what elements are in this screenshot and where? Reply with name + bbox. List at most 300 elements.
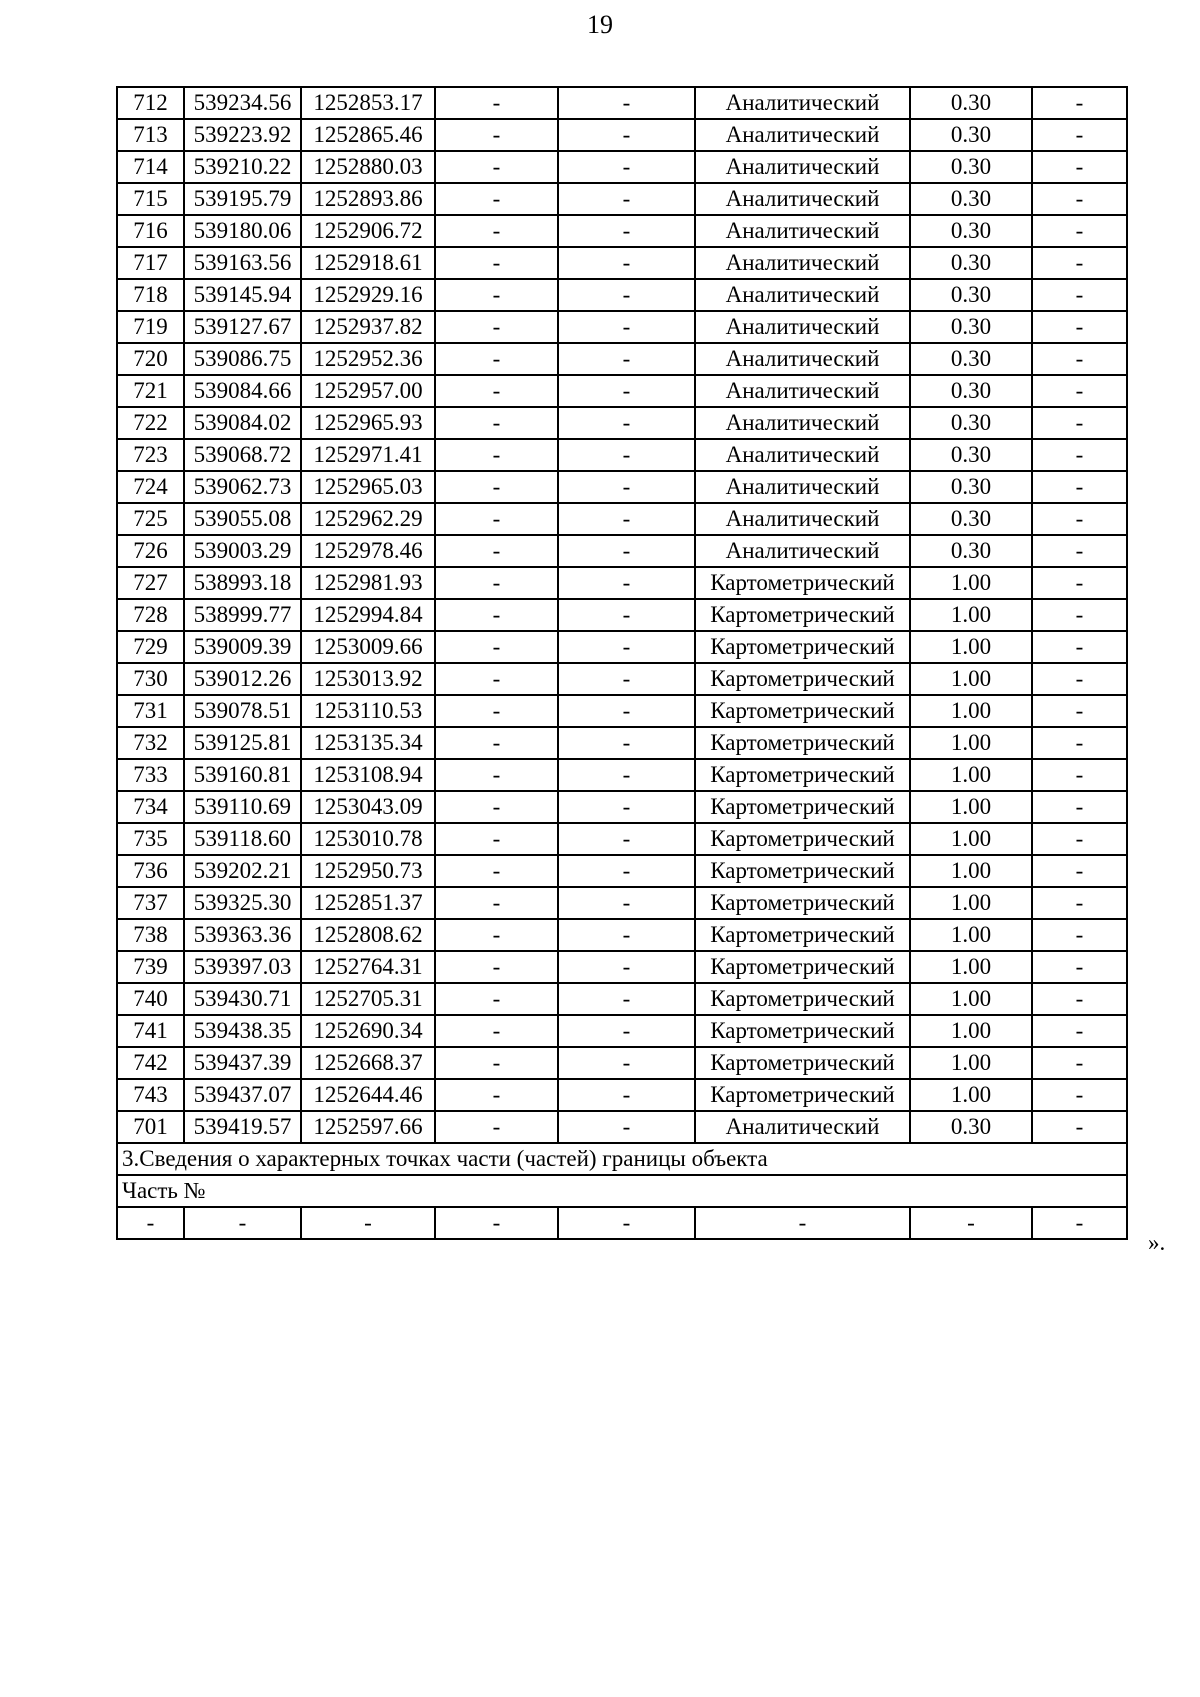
old-y-cell: -	[558, 919, 695, 951]
x-coordinate-cell: 539195.79	[184, 183, 301, 215]
point-number-cell: 740	[117, 983, 184, 1015]
description-cell: -	[1032, 1079, 1127, 1111]
page-number: 19	[587, 10, 613, 39]
accuracy-cell: 1.00	[910, 663, 1032, 695]
accuracy-cell: 0.30	[910, 215, 1032, 247]
old-x-cell: -	[435, 1047, 558, 1079]
accuracy-cell: 0.30	[910, 343, 1032, 375]
x-coordinate-cell: 539438.35	[184, 1015, 301, 1047]
table-row	[117, 503, 1127, 535]
method-cell: Картометрический	[695, 599, 910, 631]
method-cell: Аналитический	[695, 503, 910, 535]
method-cell: Аналитический	[695, 87, 910, 119]
x-coordinate-cell: 539062.73	[184, 471, 301, 503]
old-y-cell: -	[558, 503, 695, 535]
table-row	[117, 439, 1127, 471]
method-cell: Картометрический	[695, 631, 910, 663]
old-x-cell: -	[435, 439, 558, 471]
old-x-cell: -	[435, 215, 558, 247]
point-number-cell: 717	[117, 247, 184, 279]
y-coordinate-cell: 1252880.03	[301, 151, 435, 183]
old-x-cell: -	[435, 1015, 558, 1047]
y-coordinate-cell: 1252808.62	[301, 919, 435, 951]
y-coordinate-cell: 1252853.17	[301, 87, 435, 119]
point-number-cell: 715	[117, 183, 184, 215]
description-cell: -	[1032, 983, 1127, 1015]
old-y-cell: -	[558, 439, 695, 471]
old-y-cell: -	[558, 183, 695, 215]
y-coordinate-cell: 1252950.73	[301, 855, 435, 887]
x-coordinate-cell: 539437.39	[184, 1047, 301, 1079]
table-row	[117, 695, 1127, 727]
y-coordinate-cell: 1253013.92	[301, 663, 435, 695]
y-coordinate-cell: 1252705.31	[301, 983, 435, 1015]
y-coordinate-cell: 1252851.37	[301, 887, 435, 919]
accuracy-cell: 1.00	[910, 919, 1032, 951]
accuracy-cell: 0.30	[910, 279, 1032, 311]
point-number-cell: -	[117, 1207, 184, 1239]
y-coordinate-cell: 1252668.37	[301, 1047, 435, 1079]
point-number-cell: 743	[117, 1079, 184, 1111]
method-cell: Картометрический	[695, 695, 910, 727]
table-row	[117, 663, 1127, 695]
accuracy-cell: 1.00	[910, 567, 1032, 599]
table-row	[117, 1015, 1127, 1047]
old-x-cell: -	[435, 1207, 558, 1239]
table-row	[117, 791, 1127, 823]
point-number-cell: 732	[117, 727, 184, 759]
method-cell: Аналитический	[695, 151, 910, 183]
accuracy-cell: 0.30	[910, 87, 1032, 119]
old-x-cell: -	[435, 247, 558, 279]
description-cell: -	[1032, 503, 1127, 535]
table-row	[117, 375, 1127, 407]
description-cell: -	[1032, 151, 1127, 183]
old-x-cell: -	[435, 279, 558, 311]
point-number-cell: 734	[117, 791, 184, 823]
old-x-cell: -	[435, 663, 558, 695]
method-cell: Аналитический	[695, 407, 910, 439]
y-coordinate-cell: 1252893.86	[301, 183, 435, 215]
old-y-cell: -	[558, 407, 695, 439]
table-row	[117, 727, 1127, 759]
method-cell: Картометрический	[695, 791, 910, 823]
x-coordinate-cell: 539127.67	[184, 311, 301, 343]
old-y-cell: -	[558, 215, 695, 247]
old-y-cell: -	[558, 279, 695, 311]
point-number-cell: 724	[117, 471, 184, 503]
table-row	[117, 1111, 1127, 1143]
description-cell: -	[1032, 343, 1127, 375]
x-coordinate-cell: 539084.02	[184, 407, 301, 439]
table-row	[117, 759, 1127, 791]
old-y-cell: -	[558, 375, 695, 407]
x-coordinate-cell: 539012.26	[184, 663, 301, 695]
point-number-cell: 733	[117, 759, 184, 791]
old-x-cell: -	[435, 87, 558, 119]
x-coordinate-cell: 539202.21	[184, 855, 301, 887]
y-coordinate-cell: 1252965.03	[301, 471, 435, 503]
old-y-cell: -	[558, 759, 695, 791]
x-coordinate-cell: 539363.36	[184, 919, 301, 951]
old-x-cell: -	[435, 183, 558, 215]
x-coordinate-cell: 539160.81	[184, 759, 301, 791]
y-coordinate-cell: 1252764.31	[301, 951, 435, 983]
old-x-cell: -	[435, 1111, 558, 1143]
y-coordinate-cell: 1252597.66	[301, 1111, 435, 1143]
old-x-cell: -	[435, 1079, 558, 1111]
old-y-cell: -	[558, 791, 695, 823]
table-row	[117, 471, 1127, 503]
old-y-cell: -	[558, 151, 695, 183]
y-coordinate-cell: -	[301, 1207, 435, 1239]
y-coordinate-cell: 1253108.94	[301, 759, 435, 791]
x-coordinate-cell: 539163.56	[184, 247, 301, 279]
point-number-cell: 716	[117, 215, 184, 247]
description-cell: -	[1032, 247, 1127, 279]
table-row	[117, 279, 1127, 311]
method-cell: Аналитический	[695, 343, 910, 375]
old-x-cell: -	[435, 471, 558, 503]
old-x-cell: -	[435, 951, 558, 983]
accuracy-cell: 1.00	[910, 695, 1032, 727]
description-cell: -	[1032, 855, 1127, 887]
point-number-cell: 714	[117, 151, 184, 183]
description-cell: -	[1032, 887, 1127, 919]
point-number-cell: 737	[117, 887, 184, 919]
point-number-cell: 730	[117, 663, 184, 695]
description-cell: -	[1032, 791, 1127, 823]
old-x-cell: -	[435, 919, 558, 951]
method-cell: Картометрический	[695, 823, 910, 855]
accuracy-cell: 1.00	[910, 1047, 1032, 1079]
y-coordinate-cell: 1252978.46	[301, 535, 435, 567]
y-coordinate-cell: 1253010.78	[301, 823, 435, 855]
y-coordinate-cell: 1252981.93	[301, 567, 435, 599]
table-row	[117, 215, 1127, 247]
method-cell: Аналитический	[695, 311, 910, 343]
table-row	[117, 535, 1127, 567]
accuracy-cell: 0.30	[910, 375, 1032, 407]
method-cell: Аналитический	[695, 279, 910, 311]
description-cell: -	[1032, 1207, 1127, 1239]
x-coordinate-cell: 539055.08	[184, 503, 301, 535]
old-x-cell: -	[435, 375, 558, 407]
point-number-cell: 727	[117, 567, 184, 599]
x-coordinate-cell: 539125.81	[184, 727, 301, 759]
y-coordinate-cell: 1252937.82	[301, 311, 435, 343]
old-x-cell: -	[435, 791, 558, 823]
old-x-cell: -	[435, 599, 558, 631]
y-coordinate-cell: 1252929.16	[301, 279, 435, 311]
description-cell: -	[1032, 279, 1127, 311]
accuracy-cell: 0.30	[910, 407, 1032, 439]
table-row	[117, 599, 1127, 631]
x-coordinate-cell: 539437.07	[184, 1079, 301, 1111]
accuracy-cell: 1.00	[910, 631, 1032, 663]
accuracy-cell: 0.30	[910, 535, 1032, 567]
x-coordinate-cell: 539325.30	[184, 887, 301, 919]
method-cell: Картометрический	[695, 951, 910, 983]
table-row	[117, 951, 1127, 983]
method-cell: Картометрический	[695, 663, 910, 695]
description-cell: -	[1032, 183, 1127, 215]
y-coordinate-cell: 1253009.66	[301, 631, 435, 663]
old-x-cell: -	[435, 567, 558, 599]
accuracy-cell: 0.30	[910, 503, 1032, 535]
description-cell: -	[1032, 567, 1127, 599]
accuracy-cell: 1.00	[910, 1015, 1032, 1047]
table-body	[117, 87, 1127, 1239]
point-number-cell: 713	[117, 119, 184, 151]
old-y-cell: -	[558, 471, 695, 503]
accuracy-cell: 0.30	[910, 247, 1032, 279]
section-3-heading: 3.Сведения о характерных точках части (частей) границы объекта	[117, 1143, 1127, 1175]
old-x-cell: -	[435, 823, 558, 855]
table-row	[117, 855, 1127, 887]
y-coordinate-cell: 1252865.46	[301, 119, 435, 151]
y-coordinate-cell: 1252918.61	[301, 247, 435, 279]
x-coordinate-cell: 539003.29	[184, 535, 301, 567]
method-cell: Аналитический	[695, 375, 910, 407]
table-row	[117, 407, 1127, 439]
old-x-cell: -	[435, 151, 558, 183]
description-cell: -	[1032, 471, 1127, 503]
old-y-cell: -	[558, 983, 695, 1015]
method-cell: Картометрический	[695, 567, 910, 599]
closing-quote-mark: ».	[1148, 1230, 1166, 1255]
accuracy-cell: -	[910, 1207, 1032, 1239]
old-y-cell: -	[558, 1015, 695, 1047]
point-number-cell: 741	[117, 1015, 184, 1047]
description-cell: -	[1032, 311, 1127, 343]
old-y-cell: -	[558, 727, 695, 759]
method-cell: Картометрический	[695, 919, 910, 951]
description-cell: -	[1032, 631, 1127, 663]
point-number-cell: 728	[117, 599, 184, 631]
old-x-cell: -	[435, 503, 558, 535]
old-y-cell: -	[558, 247, 695, 279]
old-x-cell: -	[435, 855, 558, 887]
x-coordinate-cell: 539084.66	[184, 375, 301, 407]
accuracy-cell: 1.00	[910, 599, 1032, 631]
accuracy-cell: 1.00	[910, 983, 1032, 1015]
x-coordinate-cell: 539430.71	[184, 983, 301, 1015]
description-cell: -	[1032, 87, 1127, 119]
table-row	[117, 119, 1127, 151]
description-cell: -	[1032, 1015, 1127, 1047]
description-cell: -	[1032, 375, 1127, 407]
old-x-cell: -	[435, 407, 558, 439]
old-x-cell: -	[435, 343, 558, 375]
old-y-cell: -	[558, 1111, 695, 1143]
description-cell: -	[1032, 119, 1127, 151]
accuracy-cell: 1.00	[910, 951, 1032, 983]
old-x-cell: -	[435, 119, 558, 151]
x-coordinate-cell: 539110.69	[184, 791, 301, 823]
table-row	[117, 567, 1127, 599]
y-coordinate-cell: 1252690.34	[301, 1015, 435, 1047]
old-y-cell: -	[558, 663, 695, 695]
empty-row	[117, 1207, 1127, 1239]
y-coordinate-cell: 1252965.93	[301, 407, 435, 439]
y-coordinate-cell: 1252962.29	[301, 503, 435, 535]
y-coordinate-cell: 1253110.53	[301, 695, 435, 727]
old-y-cell: -	[558, 951, 695, 983]
method-cell: Аналитический	[695, 247, 910, 279]
method-cell: Картометрический	[695, 887, 910, 919]
y-coordinate-cell: 1252994.84	[301, 599, 435, 631]
x-coordinate-cell: 539118.60	[184, 823, 301, 855]
y-coordinate-cell: 1252971.41	[301, 439, 435, 471]
method-cell: Аналитический	[695, 471, 910, 503]
description-cell: -	[1032, 663, 1127, 695]
method-cell: Картометрический	[695, 1079, 910, 1111]
point-number-cell: 738	[117, 919, 184, 951]
old-y-cell: -	[558, 535, 695, 567]
description-cell: -	[1032, 759, 1127, 791]
y-coordinate-cell: 1252906.72	[301, 215, 435, 247]
accuracy-cell: 0.30	[910, 151, 1032, 183]
table-row	[117, 1079, 1127, 1111]
method-cell: Аналитический	[695, 439, 910, 471]
point-number-cell: 725	[117, 503, 184, 535]
description-cell: -	[1032, 823, 1127, 855]
table-row	[117, 183, 1127, 215]
table-row	[117, 823, 1127, 855]
old-y-cell: -	[558, 1079, 695, 1111]
point-number-cell: 721	[117, 375, 184, 407]
old-x-cell: -	[435, 887, 558, 919]
description-cell: -	[1032, 439, 1127, 471]
x-coordinate-cell: 538993.18	[184, 567, 301, 599]
method-cell: Картометрический	[695, 1047, 910, 1079]
old-y-cell: -	[558, 1207, 695, 1239]
y-coordinate-cell: 1252644.46	[301, 1079, 435, 1111]
accuracy-cell: 0.30	[910, 1111, 1032, 1143]
old-x-cell: -	[435, 535, 558, 567]
method-cell: -	[695, 1207, 910, 1239]
old-x-cell: -	[435, 759, 558, 791]
table-row	[117, 151, 1127, 183]
x-coordinate-cell: 539223.92	[184, 119, 301, 151]
x-coordinate-cell: 538999.77	[184, 599, 301, 631]
old-y-cell: -	[558, 119, 695, 151]
method-cell: Картометрический	[695, 983, 910, 1015]
old-y-cell: -	[558, 87, 695, 119]
method-cell: Аналитический	[695, 535, 910, 567]
old-y-cell: -	[558, 823, 695, 855]
point-number-cell: 739	[117, 951, 184, 983]
table-row	[117, 631, 1127, 663]
x-coordinate-cell: 539234.56	[184, 87, 301, 119]
table-row	[117, 311, 1127, 343]
table-row	[117, 919, 1127, 951]
table-row	[117, 983, 1127, 1015]
point-number-cell: 712	[117, 87, 184, 119]
part-label-row	[117, 1175, 1127, 1207]
part-number-label: Часть №	[117, 1175, 1127, 1207]
point-number-cell: 723	[117, 439, 184, 471]
old-y-cell: -	[558, 311, 695, 343]
accuracy-cell: 0.30	[910, 119, 1032, 151]
old-y-cell: -	[558, 855, 695, 887]
description-cell: -	[1032, 535, 1127, 567]
old-x-cell: -	[435, 983, 558, 1015]
old-y-cell: -	[558, 887, 695, 919]
coordinates-table	[116, 86, 1128, 1240]
y-coordinate-cell: 1253135.34	[301, 727, 435, 759]
accuracy-cell: 1.00	[910, 727, 1032, 759]
table-row	[117, 87, 1127, 119]
x-coordinate-cell: 539145.94	[184, 279, 301, 311]
y-coordinate-cell: 1253043.09	[301, 791, 435, 823]
point-number-cell: 731	[117, 695, 184, 727]
point-number-cell: 719	[117, 311, 184, 343]
accuracy-cell: 1.00	[910, 887, 1032, 919]
point-number-cell: 720	[117, 343, 184, 375]
description-cell: -	[1032, 1111, 1127, 1143]
method-cell: Картометрический	[695, 759, 910, 791]
old-y-cell: -	[558, 567, 695, 599]
section-heading-row	[117, 1143, 1127, 1175]
table-row	[117, 887, 1127, 919]
description-cell: -	[1032, 727, 1127, 759]
description-cell: -	[1032, 951, 1127, 983]
method-cell: Аналитический	[695, 183, 910, 215]
point-number-cell: 718	[117, 279, 184, 311]
accuracy-cell: 0.30	[910, 471, 1032, 503]
x-coordinate-cell: 539086.75	[184, 343, 301, 375]
y-coordinate-cell: 1252952.36	[301, 343, 435, 375]
accuracy-cell: 0.30	[910, 183, 1032, 215]
description-cell: -	[1032, 215, 1127, 247]
point-number-cell: 736	[117, 855, 184, 887]
accuracy-cell: 0.30	[910, 439, 1032, 471]
old-y-cell: -	[558, 631, 695, 663]
table-row	[117, 1047, 1127, 1079]
accuracy-cell: 1.00	[910, 791, 1032, 823]
x-coordinate-cell: 539180.06	[184, 215, 301, 247]
old-x-cell: -	[435, 727, 558, 759]
x-coordinate-cell: 539078.51	[184, 695, 301, 727]
point-number-cell: 722	[117, 407, 184, 439]
old-y-cell: -	[558, 695, 695, 727]
x-coordinate-cell: 539397.03	[184, 951, 301, 983]
description-cell: -	[1032, 919, 1127, 951]
accuracy-cell: 1.00	[910, 855, 1032, 887]
accuracy-cell: 1.00	[910, 759, 1032, 791]
x-coordinate-cell: 539068.72	[184, 439, 301, 471]
y-coordinate-cell: 1252957.00	[301, 375, 435, 407]
old-x-cell: -	[435, 631, 558, 663]
point-number-cell: 742	[117, 1047, 184, 1079]
point-number-cell: 735	[117, 823, 184, 855]
description-cell: -	[1032, 695, 1127, 727]
x-coordinate-cell: 539009.39	[184, 631, 301, 663]
method-cell: Картометрический	[695, 1015, 910, 1047]
point-number-cell: 729	[117, 631, 184, 663]
description-cell: -	[1032, 407, 1127, 439]
method-cell: Картометрический	[695, 855, 910, 887]
old-x-cell: -	[435, 311, 558, 343]
method-cell: Аналитический	[695, 119, 910, 151]
table-row	[117, 247, 1127, 279]
point-number-cell: 701	[117, 1111, 184, 1143]
accuracy-cell: 1.00	[910, 1079, 1032, 1111]
accuracy-cell: 1.00	[910, 823, 1032, 855]
x-coordinate-cell: 539419.57	[184, 1111, 301, 1143]
